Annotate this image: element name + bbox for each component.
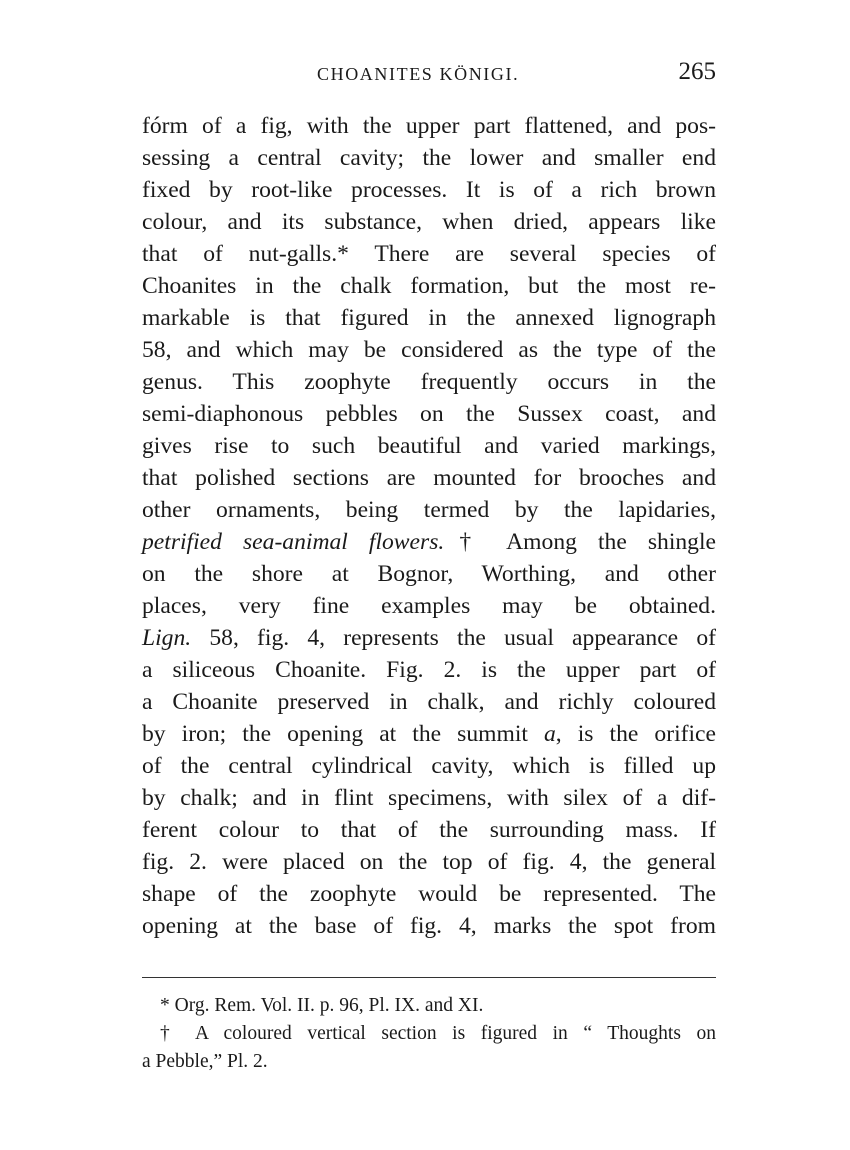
text-line bbox=[142, 526, 716, 558]
running-head: CHOANITES KÖNIGI. bbox=[317, 64, 520, 84]
footnote-rule bbox=[142, 977, 716, 978]
page-number: 265 bbox=[678, 58, 716, 85]
body-text bbox=[142, 110, 716, 942]
text-line: markable is that figured in the annexed lignograph bbox=[142, 305, 716, 331]
footnote-2-line-2: a Pebble,” Pl. 2. bbox=[142, 1051, 268, 1072]
footnote-2-line-1: † A coloured vertical section is figured in “ Thoughts on bbox=[160, 1023, 716, 1044]
text-line: semi-diaphonous pebbles on the Sussex coast, and bbox=[142, 401, 716, 427]
footnote-1: * Org. Rem. Vol. II. p. 96, Pl. IX. and XI. bbox=[160, 995, 484, 1016]
text-line: a Choanite preserved in chalk, and richly coloured bbox=[142, 689, 716, 715]
text-line bbox=[142, 622, 716, 654]
text-line: genus. This zoophyte frequently occurs in the bbox=[142, 369, 716, 395]
footnotes bbox=[142, 992, 716, 1076]
text-line: ferent colour to that of the surrounding mass. If bbox=[142, 817, 716, 843]
text-line bbox=[142, 718, 716, 750]
text-line: that of nut-galls.* There are several species of bbox=[142, 241, 716, 267]
text-line: places, very fine examples may be obtained. bbox=[142, 593, 716, 619]
text-segment: by iron; the opening at the summit bbox=[142, 721, 544, 747]
italic-phrase: Lign. bbox=[142, 625, 192, 651]
text-line: 58, and which may be considered as the type of the bbox=[142, 337, 716, 363]
page-header bbox=[142, 60, 716, 94]
text-segment: 58, fig. 4, represents the usual appearance of bbox=[191, 625, 716, 651]
text-line: Choanites in the chalk formation, but the most re- bbox=[142, 273, 716, 299]
text-line: sessing a central cavity; the lower and smaller end bbox=[142, 145, 716, 171]
italic-phrase: petrified sea-animal flowers. bbox=[142, 529, 445, 555]
text-line: shape of the zoophyte would be represented. The bbox=[142, 881, 716, 907]
italic-letter: a bbox=[544, 721, 556, 747]
text-segment: † Among the shingle bbox=[444, 529, 717, 555]
text-line: that polished sections are mounted for brooches and bbox=[142, 465, 716, 491]
text-line: fixed by root-like processes. It is of a rich brown bbox=[142, 177, 716, 203]
text-line: on the shore at Bognor, Worthing, and other bbox=[142, 561, 716, 587]
text-line: opening at the base of fig. 4, marks the spot from bbox=[142, 913, 716, 939]
text-line: of the central cylindrical cavity, which is filled up bbox=[142, 753, 716, 779]
text-line: a siliceous Choanite. Fig. 2. is the upper part of bbox=[142, 657, 716, 683]
text-segment: , is the orifice bbox=[555, 721, 716, 747]
text-line: gives rise to such beautiful and varied markings, bbox=[142, 433, 716, 459]
text-line: other ornaments, being termed by the lapidaries, bbox=[142, 497, 716, 523]
text-line: fig. 2. were placed on the top of fig. 4, the general bbox=[142, 849, 716, 875]
text-line: by chalk; and in flint specimens, with silex of a dif- bbox=[142, 785, 716, 811]
text-line: fórm of a fig, with the upper part flattened, and pos- bbox=[142, 113, 716, 139]
text-line: colour, and its substance, when dried, appears like bbox=[142, 209, 716, 235]
